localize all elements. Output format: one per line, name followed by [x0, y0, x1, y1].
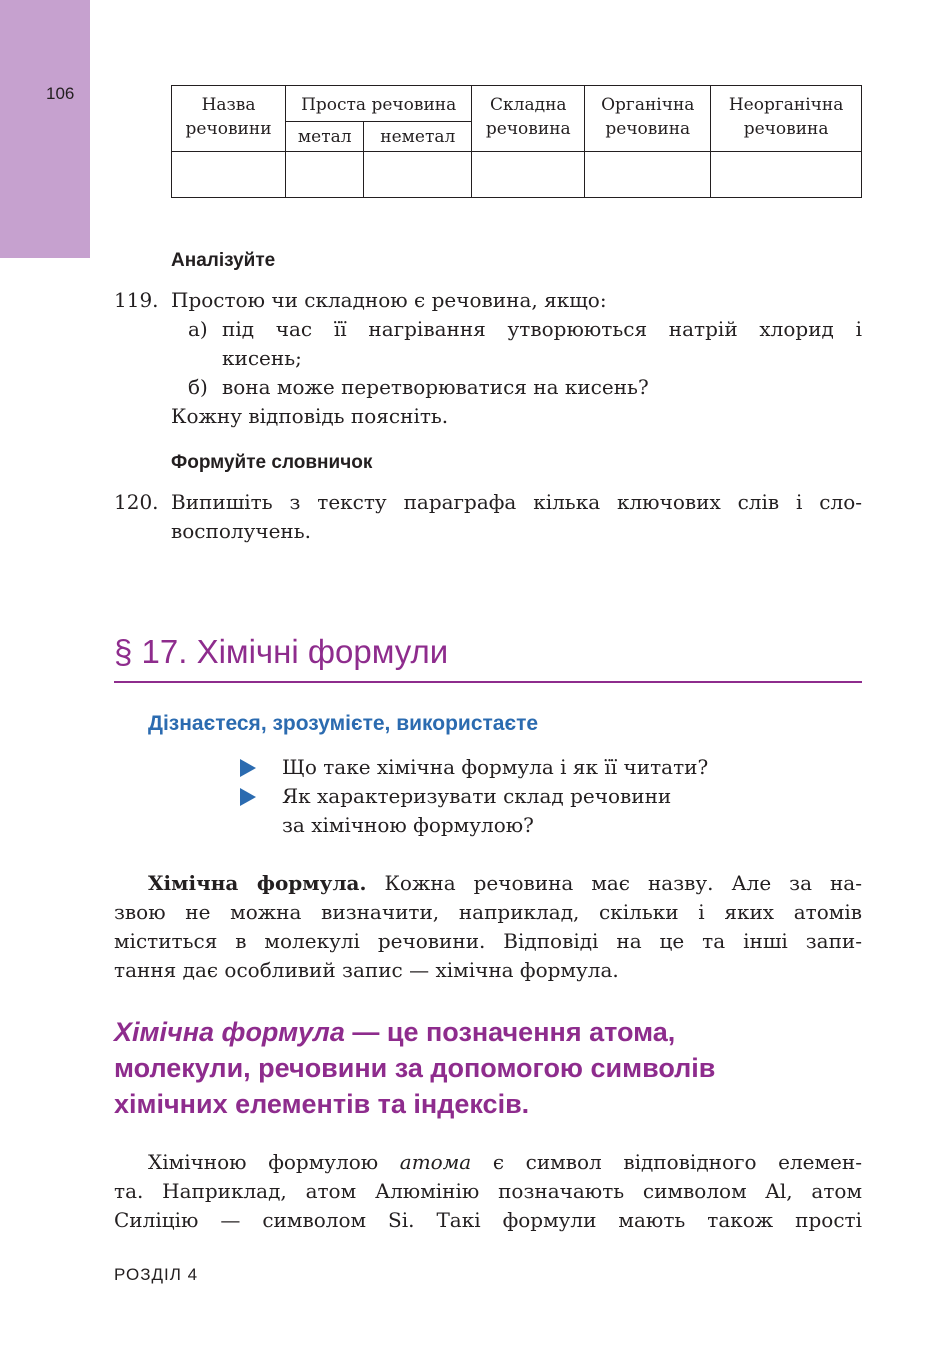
learn-heading: Дізнаєтеся, зрозумієте, використаєте [148, 712, 539, 735]
paragraph1-line2: звою не можна визначити, наприклад, скільки і яких атомів [114, 900, 862, 924]
table-header-name: Назва речовини [172, 86, 286, 152]
table-subheader-metal: метал [286, 122, 364, 152]
task-119-question: Простою чи складною є речовина, якщо: [171, 288, 607, 312]
table-header-complex: Складна речовина [472, 86, 585, 152]
paragraph1-line3: міститься в молекулі речовини. Відповіді на це та інші запи- [114, 929, 862, 953]
task-119-a-line1: під час її нагрівання утворюються натрій хлорид і [222, 317, 862, 341]
paragraph2-line1-pre: Хімічною формулою [148, 1150, 400, 1174]
paragraph2-line3: Силіцію — символом Si. Такі формули мають також прості [114, 1208, 862, 1232]
table-header-simple: Проста речовина [286, 86, 472, 122]
paragraph2-italic: атома [399, 1150, 472, 1174]
bullet-arrow-icon [240, 788, 256, 806]
table-subheader-nonmetal: неметал [364, 122, 472, 152]
paragraph2-line2: та. Наприклад, атом Алюмінію позначають символом Al, атом [114, 1179, 862, 1203]
paragraph1-line1 [114, 869, 862, 898]
definition-block [114, 1014, 862, 1122]
table-cell [711, 152, 862, 198]
bullet-arrow-icon [240, 759, 256, 777]
task-119-a-line2: кисень; [222, 346, 302, 370]
paragraph1-bold-lead: Хімічна формула. [148, 871, 367, 895]
table-row [172, 152, 862, 198]
table-header-inorganic: Неорганічна речовина [711, 86, 862, 152]
footer-section-label: РОЗДІЛ 4 [114, 1265, 199, 1284]
task-120-line1: Випишіть з тексту параграфа кілька ключових слів і сло- [171, 490, 862, 514]
paragraph2-line1-post: є символ відповідного елемен- [471, 1150, 862, 1174]
task-119-b-label: б) [188, 375, 208, 399]
table-header-organic: Органічна речовина [585, 86, 711, 152]
table-cell [585, 152, 711, 198]
analyze-heading: Аналізуйте [171, 250, 276, 271]
table-cell [364, 152, 472, 198]
definition-line3: хімічних елементів та індексів. [114, 1089, 530, 1119]
table-cell [172, 152, 286, 198]
bullet-2-line1: Як характеризувати склад речовини [282, 784, 672, 808]
definition-term: Хімічна формула [114, 1017, 345, 1047]
task-119-a-label: а) [188, 317, 208, 341]
definition-line1-rest: — це позначення атома, [344, 1017, 676, 1047]
bullet-1: Що таке хімічна формула і як її читати? [282, 755, 709, 779]
task-number-119: 119. [114, 288, 159, 312]
bullet-2-line2: за хімічною формулою? [282, 813, 534, 837]
task-number-120: 120. [114, 490, 159, 514]
paragraph2-line1 [114, 1148, 862, 1177]
glossary-heading: Формуйте словничок [171, 452, 373, 473]
paragraph1-line1-rest: Кожна речовина має назву. Але за на- [366, 871, 862, 895]
classification-table [171, 85, 862, 198]
page-number: 106 [46, 84, 75, 103]
table-cell [286, 152, 364, 198]
task-119-closing: Кожну відповідь поясніть. [171, 404, 449, 428]
paragraph1-line4: тання дає особливий запис — хімічна формула. [114, 958, 619, 982]
task-120-line2: восполучень. [171, 519, 311, 543]
task-119-b-text: вона може перетворюватися на кисень? [222, 375, 649, 399]
definition-line2: молекули, речовини за допомогою символів [114, 1053, 716, 1083]
table-cell [472, 152, 585, 198]
side-tab [0, 0, 90, 258]
section-title: § 17. Хімічні формули [114, 633, 862, 683]
